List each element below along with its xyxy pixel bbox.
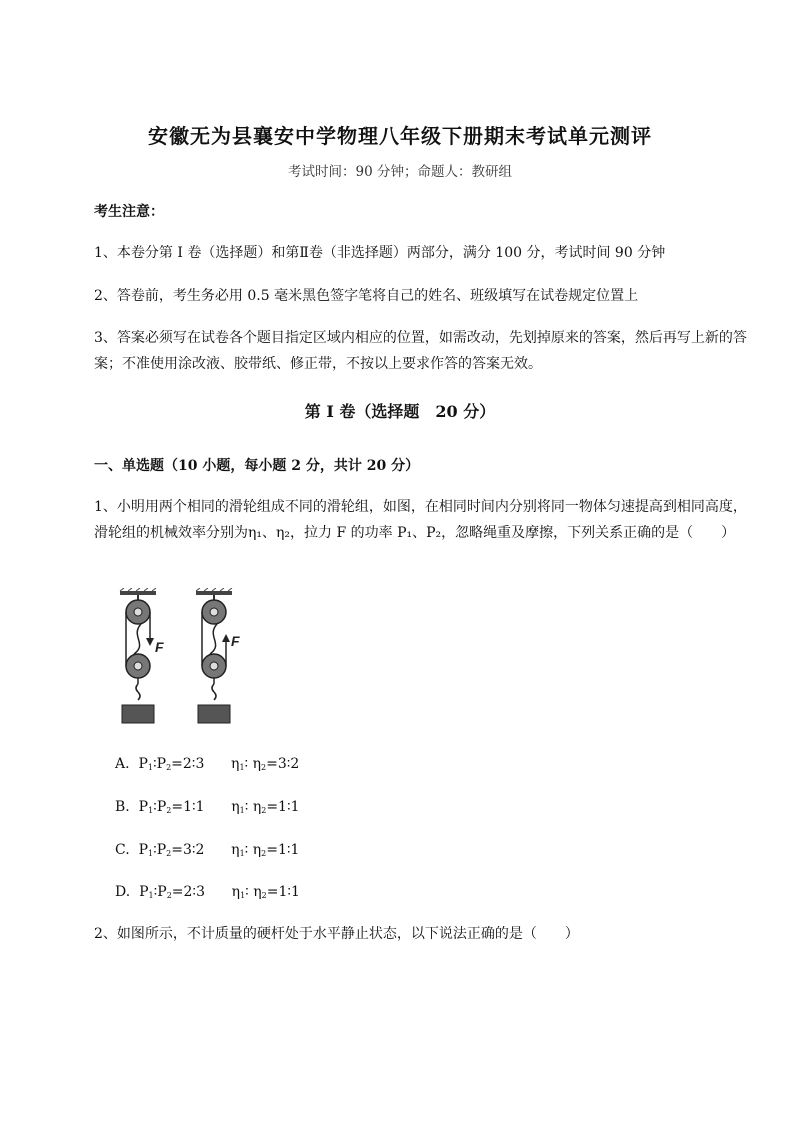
pulley-system-left: [120, 588, 164, 723]
question-2-stem: 2、如图所示，不计质量的硬杆处于水平静止状态，以下说法正确的是（ ）: [94, 926, 579, 942]
option-a[interactable]: A. $P_1∶P_2=2∶3$ $\eta_1∶$ $\eta_2=3∶2$: [115, 756, 300, 772]
section-title: 第 I 卷（选择题 20 分）: [304, 402, 496, 421]
part-heading: 一、单选题（10 小题，每小题 2 分，共计 20 分）: [94, 458, 420, 474]
notice-item-1: 1、本卷分第 I 卷（选择题）和第Ⅱ卷（非选择题）两部分，满分 100 分，考试时间 90 分钟: [94, 245, 666, 261]
pulley-diagram: [108, 588, 258, 728]
notice-heading: 考生注意：: [94, 204, 164, 220]
power-ratio: =3∶2: [171, 842, 205, 858]
efficiency-ratio: =1∶1: [266, 799, 300, 815]
power-ratio: =1∶1: [171, 799, 205, 815]
page-subtitle: 考试时间：90 分钟；命题人：教研组: [288, 164, 512, 180]
notice-item-3: 3、答案必须写在试卷各个题目指定区域内相应的位置，如需改动，先划掉原来的答案，然后再写上新的答案；不准使用涂改液、胶带纸、修正带，不按以上要求作答的答案无效。: [94, 330, 747, 372]
option-b[interactable]: B. $P_1∶P_2=1∶1$ $\eta_1∶$ $\eta_2=1∶1$: [115, 799, 300, 815]
option-letter: A.: [115, 756, 130, 772]
force-label-right: F: [231, 633, 240, 649]
efficiency-ratio: =3∶2: [266, 756, 300, 772]
efficiency-ratio: =1∶1: [266, 842, 300, 858]
pulley-system-right: [196, 588, 240, 723]
option-c[interactable]: C. $P_1∶P_2=3∶2$ $\eta_1∶$ $\eta_2=1∶1$: [115, 842, 300, 858]
efficiency-ratio: =1∶1: [266, 884, 300, 900]
option-letter: B.: [115, 799, 130, 815]
power-ratio: =2∶3: [171, 884, 205, 900]
option-letter: D.: [115, 884, 131, 900]
force-label-left: F: [155, 639, 164, 655]
option-d[interactable]: D. $P_1∶P_2=2∶3$ $\eta_1∶$ $\eta_2=1∶1$: [115, 884, 300, 900]
notice-item-2: 2、答卷前，考生务必用 0.5 毫米黑色签字笔将自己的姓名、班级填写在试卷规定位置上: [94, 288, 639, 304]
option-letter: C.: [115, 842, 130, 858]
question-1-stem: 1、小明用两个相同的滑轮组成不同的滑轮组，如图，在相同时间内分别将同一物体匀速提高到相同高度，滑轮组的机械效率分别为η₁、η₂，拉力 F 的功率 P₁、P₂，忽略绳重及摩擦，下列关系正确的是（ ）: [94, 499, 747, 541]
power-ratio: =2∶3: [171, 756, 205, 772]
page-title: 安徽无为县襄安中学物理八年级下册期末考试单元测评: [148, 124, 652, 148]
